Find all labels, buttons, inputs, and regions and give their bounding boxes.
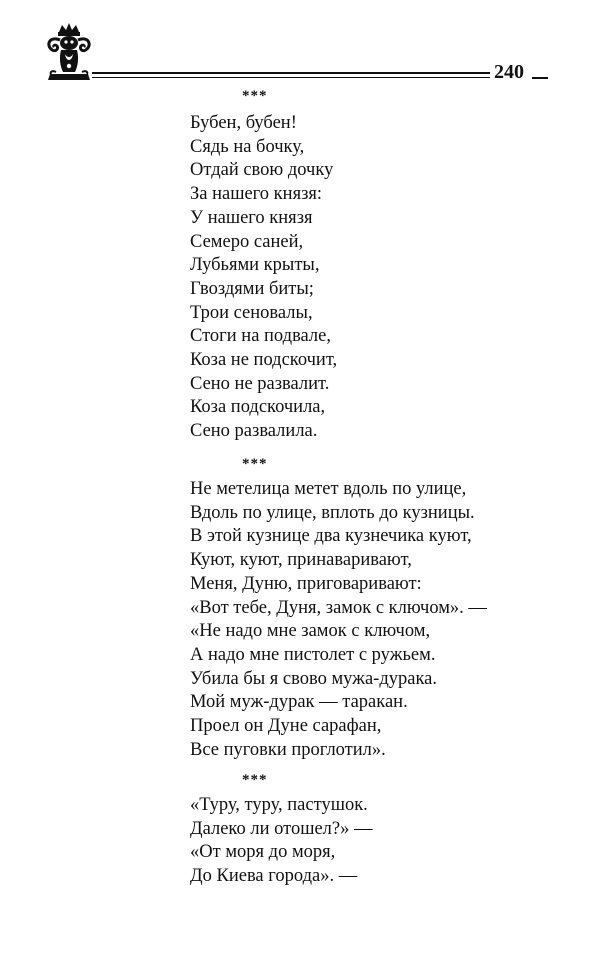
verse-line: Гвоздями биты; [190,278,314,299]
verse-line: Коза не подскочит, [190,350,338,371]
verse-line: До Киева города». — [190,866,358,887]
verse-line: Проел он Дуне сарафан, [190,716,382,737]
verse-line: Убила бы я свово мужа-дурака. [190,668,438,689]
verse-line: Меня, Дуню, приговаривают: [190,573,422,594]
verse-line: Не метелица метет вдоль по улице, [190,479,467,499]
section-separator: *** [242,88,268,104]
verse-line: У нашего князя [190,207,313,228]
verse-line: «Не надо мне замок с ключом, [190,621,431,642]
verse-line: «От моря до моря, [190,842,336,863]
poem-3 [190,772,570,889]
heraldic-ornament-icon [42,22,96,82]
page-number-rule [532,77,548,79]
verse-line: Сено не развалит. [190,373,330,394]
verse-line: Лубьями крыты, [190,255,320,276]
verse-line: Трои сеновалы, [190,302,313,323]
page-number: 240 [494,61,524,83]
verse-line: В этой кузнице два кузнечика куют, [190,526,472,547]
verse-line: Все пуговки проглотил». [190,739,386,760]
section-separator: *** [242,772,268,788]
poem-2 [190,456,570,762]
verse-line: Бубен, бубен! [190,113,297,133]
verse-line: «Туру, туру, пастушок. [190,795,368,815]
verse-line: Мой муж-дурак — таракан. [190,692,408,713]
verse-line: Коза подскочила, [190,397,326,418]
verse-line: За нашего князя: [190,184,323,205]
verse-line: Сено развалила. [190,421,318,442]
verse-line: Далеко ли отошел?» — [190,818,373,839]
verse-line: Сядь на бочку, [190,136,305,157]
header-rule-thin [92,77,490,78]
verse-line: «Вот тебе, Дуня, замок с ключом». — [190,597,487,618]
poem-1 [190,88,570,444]
verse-line: Куют, куют, принаваривают, [190,550,412,571]
header-rule [92,72,490,74]
verse-line: Отдай свою дочку [190,160,334,181]
verse-line: А надо мне пистолет с ружьем. [190,644,436,665]
verse-line: Вдоль по улице, вплоть до кузницы. [190,502,475,523]
verse-line: Стоги на подвале, [190,326,331,347]
verse-line: Семеро саней, [190,231,304,252]
section-separator: *** [242,456,268,472]
